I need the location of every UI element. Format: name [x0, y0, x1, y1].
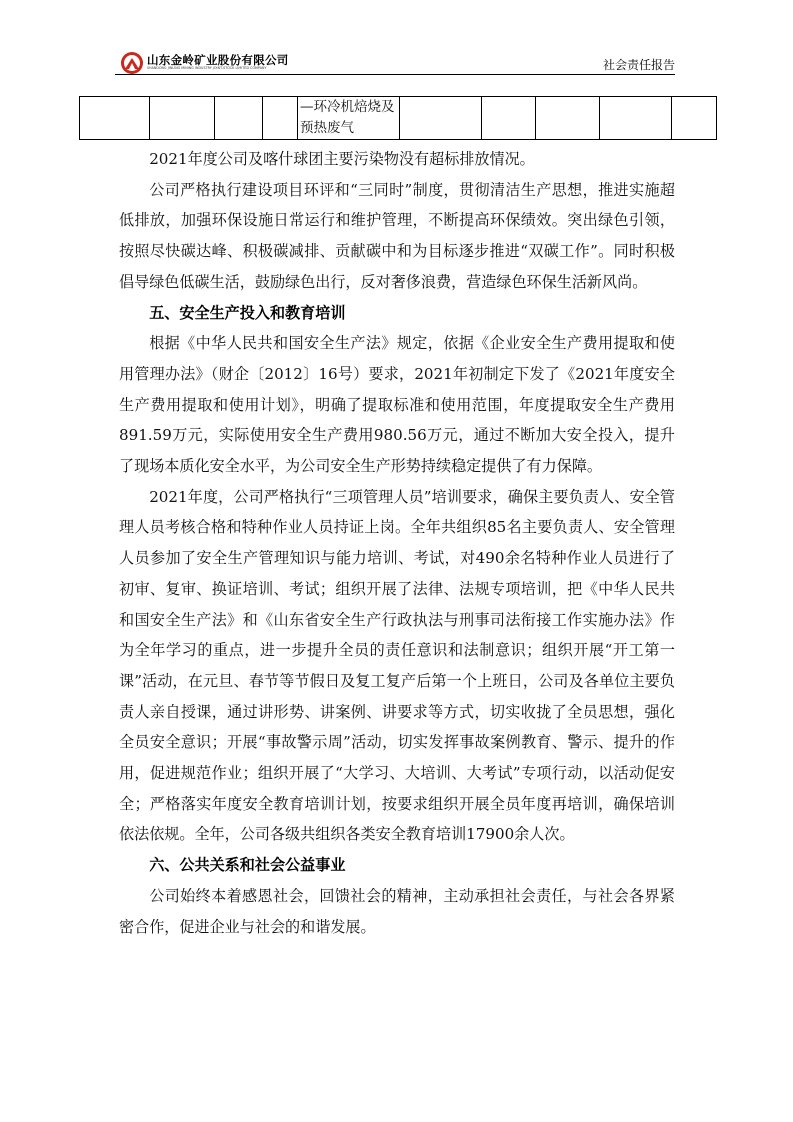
table-row	[80, 97, 717, 140]
table-cell	[600, 97, 672, 140]
table-cell	[263, 97, 298, 140]
table-cell	[672, 97, 717, 140]
table-cell	[215, 97, 263, 140]
body-text	[119, 144, 675, 942]
table-cell	[482, 97, 536, 140]
company-name-english: SHANDONG JINLING MINING INDUSTRY JOINT-STOCK LIMITED COMPANY	[147, 66, 267, 70]
paragraph-safety-funding: 根据《中华人民共和国安全生产法》规定，依据《企业安全生产费用提取和使用管理办法》（财企〔2012〕16号）要求，2021年初制定下发了《2021年度安全生产费用提取和使用计划》，明确了提取标准和使用范围，年度提取安全生产费用891.59万元，实际使用安全生产费用980.56万元，通过不断加大安全投入，提升了现场本质化安全水平，为公司安全生产形势持续稳定提供了有力保障。	[119, 334, 675, 476]
page-header	[115, 49, 675, 79]
emissions-table-fragment	[79, 96, 717, 140]
table-cell	[536, 97, 600, 140]
table-cell-emission-source: —环冷机焙烧及预热废气	[298, 97, 400, 140]
table-cell	[400, 97, 482, 140]
paragraph-environmental-policy: 公司严格执行建设项目环评和“三同时”制度，贯彻清洁生产思想，推进实施超低排放，加强环保设施日常运行和维护管理，不断提高环保绩效。突出绿色引领，按照尽快碳达峰、积极碳减排、贡献碳中和为目标逐步推进“双碳工作”。同时积极倡导绿色低碳生活，鼓励绿色出行，反对奢侈浪费，营造绿色环保生活新风尚。	[119, 180, 675, 291]
company-name: 山东金岭矿业股份有限公司	[147, 53, 289, 67]
paragraph-emissions-status: 2021年度公司及喀什球团主要污染物没有超标排放情况。	[149, 150, 535, 168]
table-cell	[150, 97, 215, 140]
paragraph-safety-training: 2021年度，公司严格执行“三项管理人员”培训要求，确保主要负责人、安全管理人员考核合格和特种作业人员持证上岗。全年共组织85名主要负责人、安全管理人员参加了安全生产管理知识与能力培训、考试，对490余名特种作业人员进行了初审、复审、换证培训、考试；组织开展了法律、法规专项培训，把《中华人民共和国安全生产法》和《山东省安全生产行政执法与刑事司法衔接工作实施办法》作为全年学习的重点，进一步提升全员的责任意识和法制意识；组织开展“开工第一课”活动，在元旦、春节等节假日及复工复产后第一个上班日，公司及各单位主要负责人亲自授课，通过讲形势、讲案例、讲要求等方式，切实收拢了全员思想，强化全员安全意识；开展“事故警示周”活动，切实发挥事故案例教育、警示、提升的作用，促进规范作业；组织开展了“大学习、大培训、大考试”专项行动，以活动促安全；严格落实年度安全教育培训计划，按要求组织开展全员年度再培训，确保培训依法依规。全年，公司各级共组织各类安全教育培训17900余人次。	[119, 487, 675, 844]
table-cell	[80, 97, 150, 140]
report-title: 社会责任报告	[602, 58, 675, 72]
company-logo-icon	[121, 52, 143, 74]
paragraph-public-welfare: 公司始终本着感恩社会，回馈社会的精神，主动承担社会责任，与社会各界紧密合作，促进企业与社会的和谐发展。	[119, 886, 675, 936]
section-heading-safety: 五、安全生产投入和教育培训	[149, 303, 346, 322]
section-heading-public-relations: 六、公共关系和社会公益事业	[149, 856, 346, 875]
header-divider	[115, 74, 675, 75]
